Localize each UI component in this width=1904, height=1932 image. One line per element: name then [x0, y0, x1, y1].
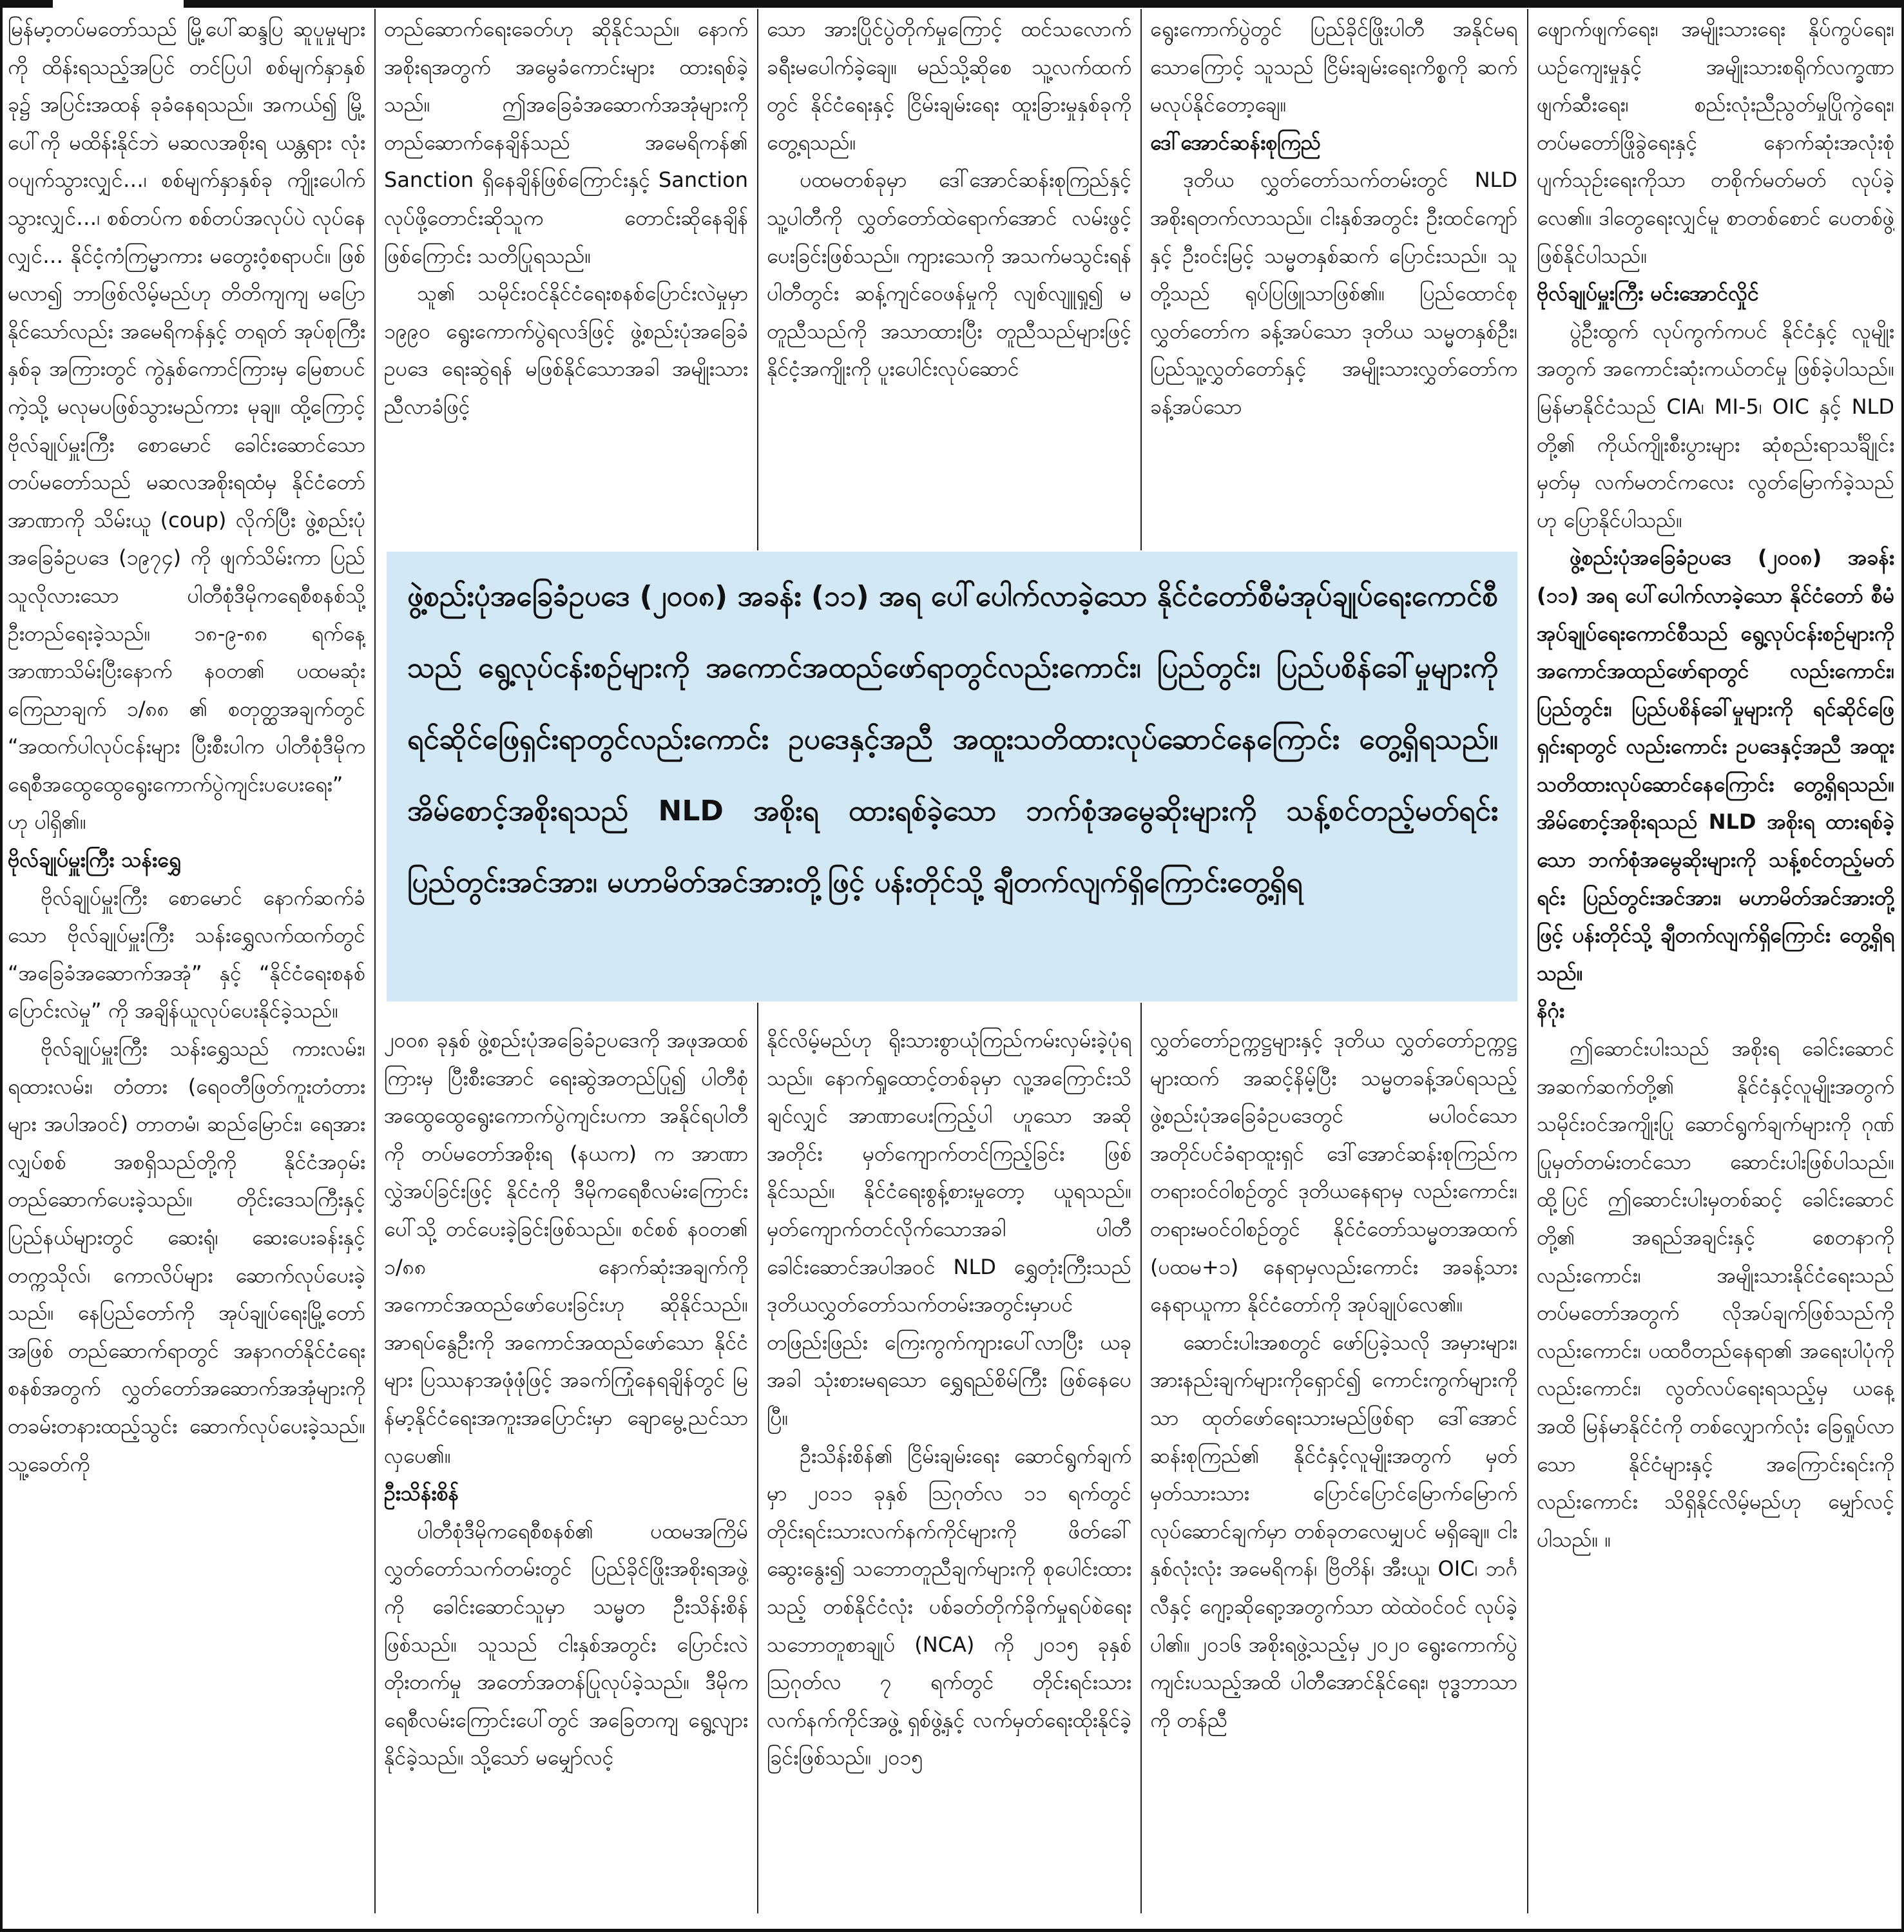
pull-quote-box — [387, 552, 1517, 1001]
column-rule — [374, 9, 376, 1913]
paragraph: ဦးသိန်းစိန်၏ ငြိမ်းချမ်းရေး ဆောင်ရွက်ချက်မှာ ၂၀၁၁ ခုနှစ် ဩဂုတ်လ ၁၁ ရက်တွင် တိုင်းရင်းသားလက်နက်ကိုင်များကို ဖိတ်ခေါ်ဆွေးနွေး၍ သဘောတူညီချက်များကို စုပေါင်းထားသည့် တစ်နိုင်ငံလုံး ပစ်ခတ်တိုက်ခိုက်မှုရပ်စဲရေး သဘောတူစာချုပ် (NCA) ကို ၂၀၁၅ ခုနှစ် ဩဂုတ်လ ၇ ရက်တွင် တိုင်းရင်းသားလက်နက်ကိုင်အဖွဲ့ ရှစ်ဖွဲ့နှင့် လက်မှတ်ရေးထိုးနိုင်ခဲ့ခြင်းဖြစ်သည်။ ၂၀၁၅ — [767, 1443, 1131, 1770]
paragraph: ဒုတိယ လွှတ်တော်သက်တမ်းတွင် NLD အစိုးရတက်လာသည်။ ငါးနှစ်အတွင်း ဦးထင်ကျော်နှင့် ဦးဝင်းမြင့် သမ္မတနှစ်ဆက် ပြောင်းသည်။ သူတို့သည် ရုပ်ပြဖြူသာဖြစ်၏။ ပြည်ထောင်စုလွှတ်တော်က ခန့်အပ်သော ဒုတိယ သမ္မတနှစ်ဦး၊ ပြည်သူ့လွှတ်တော်နှင့် အမျိုးသားလွှတ်တော်က ခန့်အပ်သော — [1150, 168, 1517, 419]
paragraph: ၂၀၀၈ ခုနှစ် ဖွဲ့စည်းပုံအခြေခံဥပဒေကို အဖုအထစ်ကြားမှ ပြီးစီးအောင် ရေးဆွဲအတည်ပြု၍ ပါတီစုံအထွေထွေရွေးကောက်ပွဲကျင်းပကာ အနိုင်ရပါတီကို တပ်မတော်အစိုးရ (နယက) က အာဏာလွှဲအပ်ခြင်းဖြင့် နိုင်ငံကို ဒီမိုကရေစီလမ်းကြောင်းပေါ်သို့ တင်ပေးခဲ့ခြင်းဖြစ်သည်။ စင်စစ် နဝတ၏ ၁/၈၈ နောက်ဆုံးအချက်ကို အကောင်အထည်ဖော်ပေးခြင်းဟု ဆိုနိုင်သည်။ အာရပ်နွေဦးကို အကောင်အထည်ဖော်သော နိုင်ငံများ ပြဿနာအဖုံဖုံဖြင့် အခက်ကြုံနေရချိန်တွင် မြန်မာ့နိုင်ငံရေးအကူးအပြောင်းမှာ ချောမွေ့ညင်သာလှပေ၏။ — [384, 1028, 748, 1468]
paragraph: တည်ဆောက်ရေးခေတ်ဟု ဆိုနိုင်သည်။ နောက်အစိုးရအတွက် အမွေခံကောင်းများ ထားရစ်ခဲ့သည်။ ဤအခြေခံအဆောက်အအုံများကို တည်ဆောက်နေချိန်သည် အမေရိကန်၏ Sanction ရှိနေချိန်ဖြစ်ကြောင်းနှင့် Sanction လုပ်ဖို့တောင်းဆိုသူက တောင်းဆိုနေချိန် ဖြစ်ကြောင်း သတိပြုရသည်။ — [384, 17, 748, 268]
section-heading: ဒေါ်အောင်ဆန်းစုကြည် — [1150, 130, 1321, 155]
column-rule — [757, 1003, 758, 1913]
column-rule — [757, 9, 758, 550]
section-heading: ဗိုလ်ချုပ်မှူးကြီး မင်းအောင်လှိုင် — [1537, 281, 1759, 306]
paragraph: ဤဆောင်းပါးသည် အစိုးရ ခေါင်းဆောင်အဆက်ဆက်တို့၏ နိုင်ငံနှင့်လူမျိုးအတွက် သမိုင်းဝင်အကျိုးပြု ဆောင်ရွက်ချက်များကို ဂုဏ်ပြုမှတ်တမ်းတင်သော ဆောင်းပါးဖြစ်ပါသည်။ ထို့ပြင် ဤဆောင်းပါးမှတစ်ဆင့် ခေါင်းဆောင်တို့၏ အရည်အချင်းနှင့် စေတနာကိုလည်းကောင်း၊ အမျိုးသားနိုင်ငံရေးသည် တပ်မတော်အတွက် လိုအပ်ချက်ဖြစ်သည်ကိုလည်းကောင်း၊ ပထဝီတည်နေရာ၏ အရေးပါပုံကို လည်းကောင်း၊ လွတ်လပ်ရေးရသည့်မှ ယနေ့အထိ မြန်မာနိုင်ငံကို တစ်လျှောက်လုံး ခြေရှုပ်လာသော နိုင်ငံများနှင့် အကြောင်းရင်းကို လည်းကောင်း သိရှိနိုင်လိမ့်မည်ဟု မျှော်လင့်ပါသည်။ ။ — [1537, 1036, 1894, 1552]
article-column-2-top — [384, 10, 748, 546]
top-rule-left — [0, 0, 53, 8]
paragraph: ဖျောက်ဖျက်ရေး၊ အမျိုးသားရေး နိုပ်ကွပ်ရေး၊ ယဉ်ကျေးမှုနှင့် အမျိုးသားစရိုက်လက္ခဏာ ဖျက်ဆီးရေး၊ စည်းလုံးညီညွတ်မှုပြိုကွဲရေး၊ တပ်မတော်ဖြိုခွဲရေးနှင့် နောက်ဆုံးအလုံးစုံပျက်သုဉ်းရေးကိုသာ တစိုက်မတ်မတ် လုပ်ခဲ့လေ၏။ ဒါတွေရေးလျှင်မူ စာတစ်စောင် ပေတစ်ဖွဲ့ ဖြစ်နိုင်ပါသည်။ — [1537, 17, 1894, 268]
paragraph: ပါတီစုံဒီမိုကရေစီစနစ်၏ ပထမအကြိမ် လွှတ်တော်သက်တမ်းတွင် ပြည်ခိုင်ဖြိုးအစိုးရအဖွဲ့ကို ခေါင်းဆောင်သူမှာ သမ္မတ ဦးသိန်းစိန်ဖြစ်သည်။ သူသည် ငါးနှစ်အတွင်း ပြောင်းလဲတိုးတက်မှု အတော်အတန်ပြုလုပ်ခဲ့သည်။ ဒီမိုကရေစီလမ်းကြောင်းပေါ်တွင် အခြေတကျ ရွေ့လျားနိုင်ခဲ့သည်။ သို့သော် မမျှော်လင့် — [384, 1518, 748, 1770]
pull-quote-text: ဖွဲ့စည်းပုံအခြေခံဥပဒေ (၂၀၀၈) အခန်း (၁၁) အရ ပေါ်ပေါက်လာခဲ့သော နိုင်ငံတော်စီမံအုပ်ချုပ်ရေးကောင်စီသည် ရွေ့လုပ်ငန်းစဉ်များကို အကောင်အထည်ဖော်ရာတွင်လည်းကောင်း၊ ပြည်တွင်း၊ ပြည်ပစိန်ခေါ်မှုများကို ရင်ဆိုင်ဖြေရှင်းရာတွင်လည်းကောင်း ဥပဒေနှင့်အညီ အထူးသတိထားလုပ်ဆောင်နေကြောင်း တွေ့ရှိရသည်။ အိမ်စောင့်အစိုးရသည် NLD အစိုးရ ထားရစ်ခဲ့သော ဘက်စုံအမွေဆိုးများကို သန့်စင်တည့်မတ်ရင်း ပြည်တွင်းအင်အား၊ မဟာမိတ်အင်အားတို့ဖြင့် ပန်းတိုင်သို့ ချီတက်လျက်ရှိကြောင်းတွေ့ရှိရ — [407, 580, 1498, 899]
column-rule — [1527, 9, 1528, 1913]
article-column-2-bottom — [384, 1021, 748, 1911]
paragraph: သူ၏ သမိုင်းဝင်နိုင်ငံရေးစနစ်ပြောင်းလဲမှုမှာ ၁၉၉၀ ရွေးကောက်ပွဲရလဒ်ဖြင့် ဖွဲ့စည်းပုံအခြေခံဥပဒေ ရေးဆွဲရန် မဖြစ်နိုင်သောအခါ အမျိုးသားညီလာခံဖြင့် — [384, 281, 748, 419]
paragraph: ရွေးကောက်ပွဲတွင် ပြည်ခိုင်ဖြိုးပါတီ အနိုင်မရသောကြောင့် သူသည် ငြိမ်းချမ်းရေးကိစ္စကို ဆက်မလုပ်နိုင်တော့ချေ။ — [1150, 17, 1517, 117]
section-heading: ဦးသိန်းစိန် — [384, 1481, 459, 1506]
paragraph: သော အားပြိုင်ပွဲတိုက်မှုကြောင့် ထင်သလောက် ခရီးမပေါက်ခဲ့ချေ။ မည်သို့ဆိုစေ သူ့လက်ထက်တွင် နိုင်ငံရေးနှင့် ငြိမ်းချမ်းရေး ထူးခြားမှုနှစ်ခုကို တွေ့ရသည်။ — [767, 17, 1131, 155]
paragraph: နိုင်လိမ့်မည်ဟု ရိုးသားစွာယုံကြည်ကမ်းလှမ်းခဲ့ပုံရသည်။ နောက်ရှုထောင့်တစ်ခုမှာ လူ့အကြောင်းသိချင်လျှင် အာဏာပေးကြည့်ပါ ဟူသော အဆိုအတိုင်း မှတ်ကျောက်တင်ကြည့်ခြင်း ဖြစ်နိုင်သည်။ နိုင်ငံရေးစွန့်စားမှုတော့ ယူရသည်။ မှတ်ကျောက်တင်လိုက်သောအခါ ပါတီခေါင်းဆောင်အပါအဝင် NLD ရွှေတုံးကြီးသည် ဒုတိယလွှတ်တော်သက်တမ်းအတွင်းမှာပင် တဖြည်းဖြည်း ကြေးကွက်ကျားပေါ်လာပြီး ယခုအခါ သုံးစားမရသော ရွှေရည်စိမ်ကြီး ဖြစ်နေပေပြီ။ — [767, 1028, 1131, 1430]
article-column-5 — [1537, 10, 1894, 1911]
paragraph: ဗိုလ်ချုပ်မှူးကြီး စောမောင် နောက်ဆက်ခံသော ဗိုလ်ချုပ်မှူးကြီး သန်းရွှေလက်ထက်တွင် “အခြေခံအဆောက်အအုံ” နှင့် “နိုင်ငံရေးစနစ်ပြောင်းလဲမှု” ကို အချိန်ယူလုပ်ပေးနိုင်ခဲ့သည်။ — [8, 885, 365, 1023]
section-heading: နိဂုံး — [1537, 998, 1564, 1023]
paragraph: လွှတ်တော်ဥက္ကဋ္ဌများနှင့် ဒုတိယ လွှတ်တော်ဥက္ကဋ္ဌများထက် အဆင့်နိမ့်ပြီး သမ္မတခန့်အပ်ရသည့် ဖွဲ့စည်းပုံအခြေခံဥပဒေတွင် မပါဝင်သော အတိုင်ပင်ခံရာထူးရှင် ဒေါ်အောင်ဆန်းစုကြည်က တရားဝင်ဝါစဉ်တွင် ဒုတိယနေရာမှ လည်းကောင်း၊ တရားမဝင်ဝါစဉ်တွင် နိုင်ငံတော်သမ္မတအထက် (ပထမ+၁) နေရာမှလည်းကောင်း အခန့်သားနေရာယူကာ နိုင်ငံတော်ကို အုပ်ချုပ်လေ၏။ — [1150, 1028, 1517, 1317]
column-rule — [1140, 1003, 1142, 1913]
article-column-4-top — [1150, 10, 1517, 546]
paragraph: မြန်မာ့တပ်မတော်သည် မြို့ပေါ်ဆန္ဒပြ ဆူပူမှုများကို ထိန်းရသည့်အပြင် တင်ပြပါ စစ်မျက်နှာနှစ်ခု၌ အပြင်းအထန် ခုခံနေရသည်။ အကယ်၍ မြို့ပေါ်ကို မထိန်းနိုင်ဘဲ မဆလအစိုးရ ယန္တရား လုံးဝပျက်သွားလျှင်…၊ စစ်မျက်နှာနှစ်ခု ကျိုးပေါက်သွားလျှင်…၊ စစ်တပ်က စစ်တပ်အလုပ်ပဲ လုပ်နေလျှင်… နိုင်ငံ့ကံကြမ္မာကား မတွေးဝံ့စရာပင်။ ဖြစ်မလာ၍ ဘာဖြစ်လိမ့်မည်ဟု တိတိကျကျ မပြောနိုင်သော်လည်း အမေရိကန်နှင့် တရုတ် အုပ်စုကြီးနှစ်ခု အကြားတွင် ကွဲနှစ်ကောင်ကြားမှ မြေစာပင်ကဲ့သို့ မလုမပဖြစ်သွားမည်ကား မုချ။ ထို့ကြောင့် ဗိုလ်ချုပ်မှူးကြီး စောမောင် ခေါင်းဆောင်သော တပ်မတော်သည် မဆလအစိုးရထံမှ နိုင်ငံတော်အာဏာကို သိမ်းယူ (coup) လိုက်ပြီး ဖွဲ့စည်းပုံအခြေခံဥပဒေ (၁၉၇၄) ကို ဖျက်သိမ်းကာ ပြည်သူလိုလားသော ပါတီစုံဒီမိုကရေစီစနစ်သို့ ဦးတည်ရေးခဲ့သည်။ ၁၈-၉-၈၈ ရက်နေ့ အာဏာသိမ်းပြီးနောက် နဝတ၏ ပထမဆုံးကြေညာချက် ၁/၈၈ ၏ စတုတ္ထအချက်တွင် “အထက်ပါလုပ်ငန်းများ ပြီးစီးပါက ပါတီစုံဒီမိုကရေစီအထွေထွေရွေးကောက်ပွဲကျင်းပပေးရေး” ဟု ပါရှိ၏။ — [8, 17, 365, 835]
paragraph: ဆောင်းပါးအစတွင် ဖော်ပြခဲ့သလို အမှားများ၊ အားနည်းချက်များကိုရှောင်၍ ကောင်းကွက်များကိုသာ ထုတ်ဖော်ရေးသားမည်ဖြစ်ရာ ဒေါ်အောင်ဆန်းစုကြည်၏ နိုင်ငံနှင့်လူမျိုးအတွက် မှတ်မှတ်သားသား ပြောင်ပြောင်မြောက်မြောက်လုပ်ဆောင်ချက်မှာ တစ်ခုတလေမျှပင် မရှိချေ။ ငါးနှစ်လုံးလုံး အမေရိကန်၊ ဗြိတိန်၊ အီးယူ၊ OIC၊ ဘင်္ဂလီနှင့် ဂျော့ဆိုရော့အတွက်သာ ထဲထဲဝင်ဝင် လုပ်ခဲ့ပါ၏။ ၂၀၁၆ အစိုးရဖွဲ့သည့်မှ ၂၀၂၀ ရွေးကောက်ပွဲကျင်းပသည့်အထိ ပါတီအောင်နိုင်ရေး၊ ဗုဒ္ဓဘာသာကို တန်ညီ — [1150, 1329, 1517, 1732]
paragraph-bold: ဖွဲ့စည်းပုံအခြေခံဥပဒေ (၂၀၀၈) အခန်း (၁၁) အရ ပေါ်ပေါက်လာခဲ့သော နိုင်ငံတော် စီမံအုပ်ချုပ်ရေးကောင်စီသည် ရွေ့လုပ်ငန်းစဉ်များကို အကောင်အထည်ဖော်ရာတွင် လည်းကောင်း၊ ပြည်တွင်း၊ ပြည်ပစိန်ခေါ်မှုများကို ရင်ဆိုင်ဖြေရှင်းရာတွင် လည်းကောင်း ဥပဒေနှင့်အညီ အထူးသတိထားလုပ်ဆောင်နေကြောင်း တွေ့ရှိရသည်။ အိမ်စောင့်အစိုးရသည် NLD အစိုးရ ထားရစ်ခဲ့သော ဘက်စုံအမွေဆိုးများကို သန့်စင်တည့်မတ်ရင်း ပြည်တွင်းအင်အား၊ မဟာမိတ်အင်အားတို့ဖြင့် ပန်းတိုင်သို့ ချီတက်လျက်ရှိကြောင်း တွေ့ရှိရသည်။ — [1537, 545, 1894, 985]
article-column-1 — [8, 10, 365, 1911]
paragraph: ပွဲဦးထွက် လုပ်ကွက်ကပင် နိုင်ငံနှင့် လူမျိုးအတွက် အကောင်းဆုံးကယ်တင်မှု ဖြစ်ခဲ့ပါသည်။ မြန်မာနိုင်ငံသည် CIA၊ MI-5၊ OIC နှင့် NLD တို့၏ ကိုယ်ကျိုးစီးပွားများ ဆုံစည်းရာသင်္ချိုင်းမှတ်မှ လက်မတင်ကလေး လွတ်မြောက်ခဲ့သည်ဟု ပြောနိုင်ပါသည်။ — [1537, 318, 1894, 532]
section-heading: ဗိုလ်ချုပ်မှူးကြီး သန်းရွှေ — [8, 847, 181, 873]
top-rule-right — [184, 0, 1904, 8]
article-column-3-bottom — [767, 1021, 1131, 1911]
article-column-3-top — [767, 10, 1131, 546]
article-column-4-bottom — [1150, 1021, 1517, 1911]
column-rule — [1140, 9, 1142, 550]
paragraph: ပထမတစ်ခုမှာ ဒေါ်အောင်ဆန်းစုကြည်နှင့် သူ့ပါတီကို လွှတ်တော်ထဲရောက်အောင် လမ်းဖွင့်ပေးခြင်းဖြစ်သည်။ ကျားသေကို အသက်မသွင်းရန် ပါတီတွင်း ဆန့်ကျင်ဝေဖန်မှုကို လျစ်လျူရှု၍ မတူညီသည်ကို အသာထားပြီး တူညီသည်များဖြင့် နိုင်ငံ့အကျိုးကို ပူးပေါင်းလုပ်ဆောင် — [767, 168, 1131, 382]
paragraph: ဗိုလ်ချုပ်မှူးကြီး သန်းရွှေသည် ကားလမ်း၊ ရထားလမ်း၊ တံတား (ရေဝတီဖြတ်ကူးတံတားများ အပါအဝင်) တာတမံ၊ ဆည်မြောင်း၊ ရေအားလျှပ်စစ် အစရှိသည်တို့ကို နိုင်ငံအဝှမ်း တည်ဆောက်ပေးခဲ့သည်။ တိုင်းဒေသကြီးနှင့် ပြည်နယ်များတွင် ဆေးရုံ၊ ဆေးပေးခန်းနှင့် တက္ကသိုလ်၊ ကောလိပ်များ ဆောက်လုပ်ပေးခဲ့သည်။ နေပြည်တော်ကို အုပ်ချုပ်ရေးမြို့တော်အဖြစ် တည်ဆောက်ရာတွင် အနာဂတ်နိုင်ငံရေးစနစ်အတွက် လွှတ်တော်အဆောက်အအုံများကို တခမ်းတနားထည့်သွင်း ဆောက်လုပ်ပေးခဲ့သည်။ သူ့ခေတ်ကို — [8, 1036, 365, 1476]
